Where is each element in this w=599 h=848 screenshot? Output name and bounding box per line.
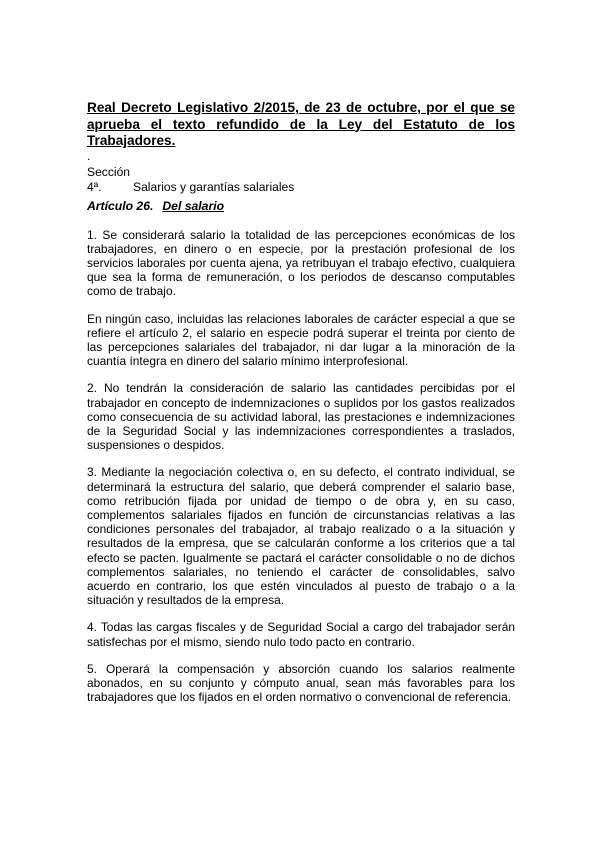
paragraph-2: En ningún caso, incluidas las relaciones laborales de carácter especial a que se refiere el artículo 2, el salario en especie podrá superar el treinta por ciento de las percepciones salariales del trabajador, ni dar lugar a la minoración de la cuantía íntegra en dinero del salario mínimo interprofesional. [87, 311, 515, 369]
section-title: Salarios y garantías salariales [133, 179, 295, 194]
document-title: Real Decreto Legislativo 2/2015, de 23 de octubre, por el que se aprueba el texto refundido de la Ley del Estatuto de los Trabajadores. [87, 100, 515, 148]
document-page [87, 100, 515, 704]
separator-dot: . [87, 148, 91, 163]
article-title: Del salario [162, 198, 225, 213]
article-heading [87, 198, 515, 214]
paragraph-3: 2. No tendrán la consideración de salario las cantidades percibidas por el trabajador en concepto de indemnizaciones o suplidos por los gastos realizados como consecuencia de su actividad laboral, las prestaciones e indemnizaciones de la Seguridad Social y las indemnizaciones correspondientes a traslados, suspensiones o despidos. [87, 381, 515, 453]
paragraph-6: 5. Operará la compensación y absorción cuando los salarios realmente abonados, en su conjunto y cómputo anual, sean más favorables para los trabajadores que los fijados en el orden normativo o convencional de referencia. [87, 661, 515, 705]
paragraph-1: 1. Se considerará salario la totalidad de las percepciones económicas de los trabajadores, en dinero o en especie, por la prestación profesional de los servicios laborales por cuenta ajena, ya retribuyan el trabajo efectivo, cualquiera que sea la forma de remuneración, o los periodos de descanso computables como de trabajo. [87, 227, 515, 299]
section-number: Sección 4ª. [87, 164, 131, 194]
paragraph-5: 4. Todas las cargas fiscales y de Seguridad Social a cargo del trabajador serán satisfechas por el mismo, siendo nulo todo pacto en contrario. [87, 620, 515, 649]
article-number: Artículo 26. [87, 198, 154, 213]
paragraph-4: 3. Mediante la negociación colectiva o, en su defecto, el contrato individual, se determinará la estructura del salario, que deberá comprender el salario base, como retribución fijada por unidad de tiempo o de obra y, en su caso, complementos salariales fijados en función de circunstancias relativas a las condiciones personales del trabajador, al trabajo realizado o a la situación y resultados de la empresa, que se calcularán conforme a los criterios que a tal efecto se pacten. Igualmente se pactará el carácter consolidable o no de dichos complementos salariales, no teniendo el carácter de consolidables, salvo acuerdo en contrario, los que estén vinculados al puesto de trabajo o a la situación y resultados de la empresa. [87, 465, 515, 608]
section-heading [87, 165, 515, 195]
